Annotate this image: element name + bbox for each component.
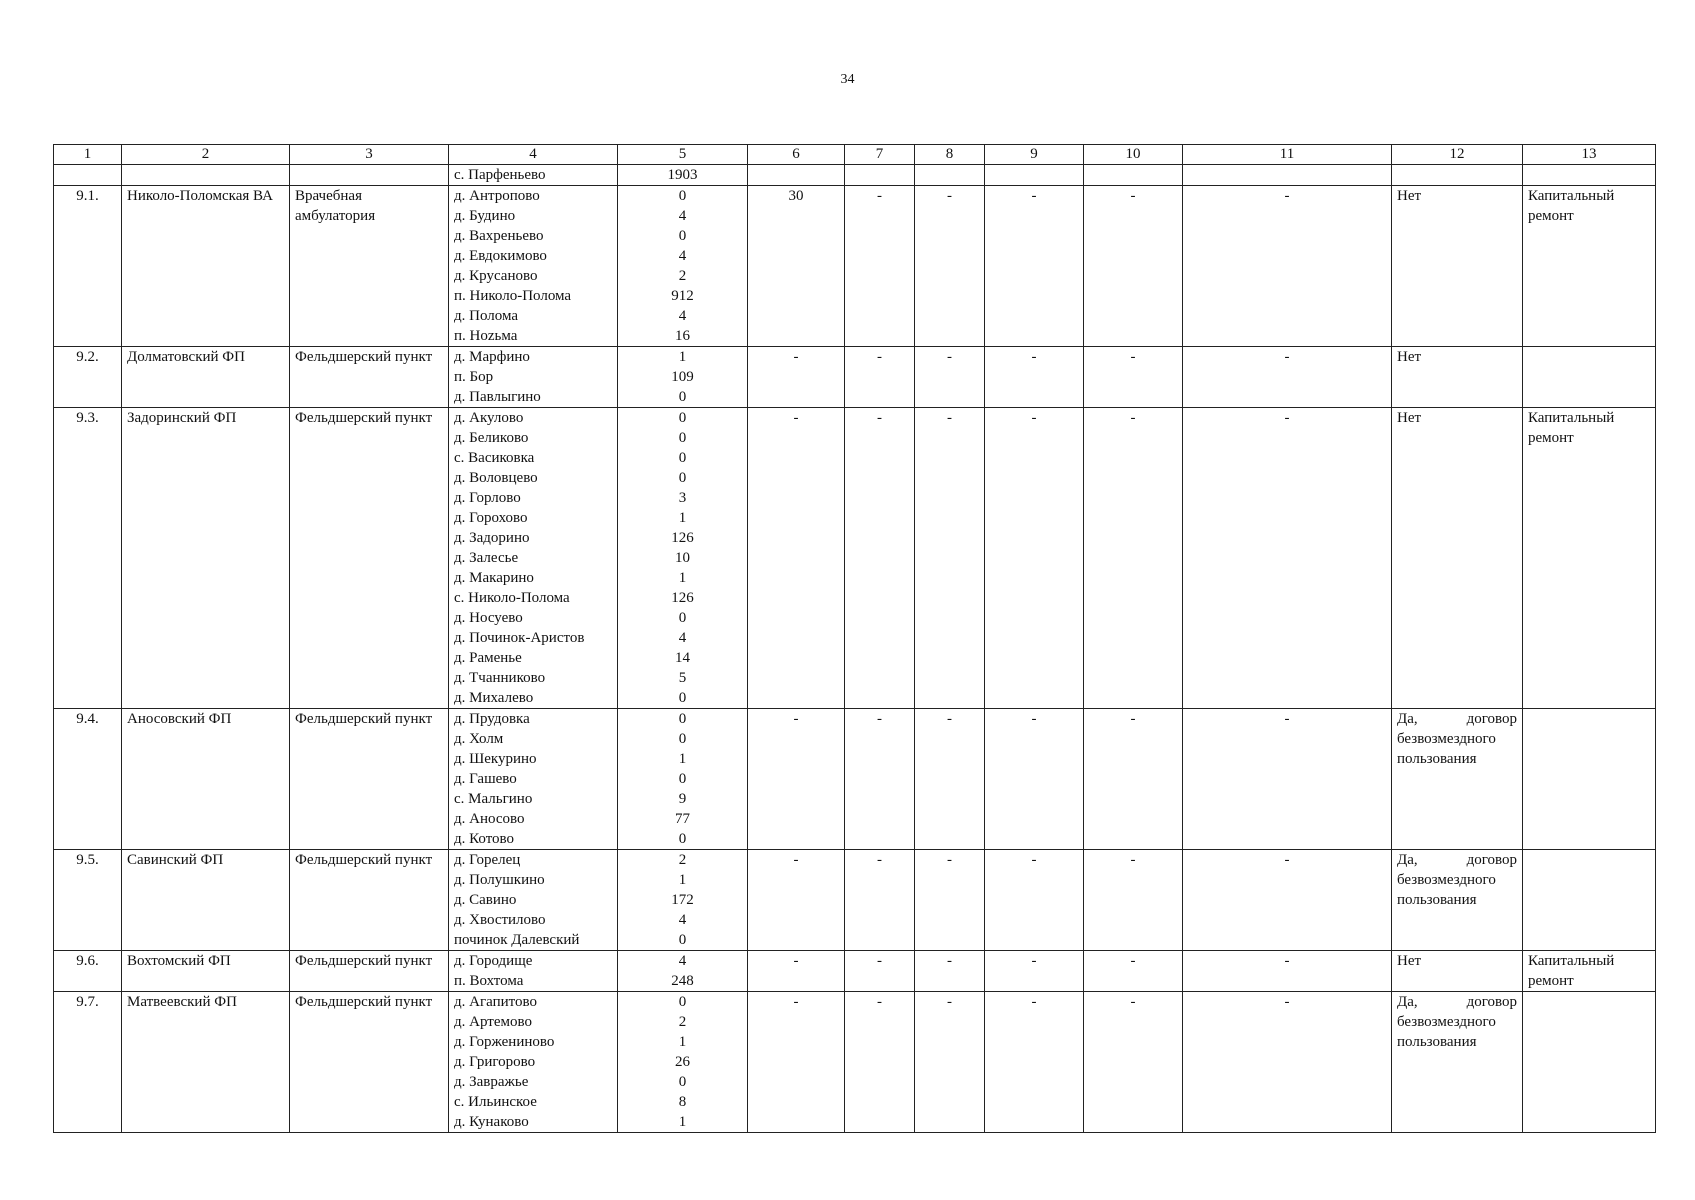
column-11-value: - — [1183, 408, 1392, 709]
table-row — [54, 347, 1656, 408]
facility-name: Аносовский ФП — [122, 709, 290, 850]
population-value: 4 — [678, 953, 687, 969]
population-value: 0 — [678, 228, 687, 244]
settlement-name: д. Котово — [454, 831, 515, 847]
facility-type: Фельдшерский пункт — [290, 347, 449, 408]
population-value: 16 — [675, 328, 690, 344]
population-value: 0 — [678, 771, 687, 787]
settlement-name: д. Шекурино — [454, 751, 537, 767]
facility-type: Фельдшерский пункт — [290, 992, 449, 1133]
page-number: 34 — [840, 72, 855, 87]
ownership-status: Нет — [1392, 408, 1523, 709]
settlement-name: д. Горохово — [454, 510, 528, 526]
population-list — [618, 408, 748, 709]
population-cell — [618, 165, 748, 186]
population-value: 4 — [678, 208, 687, 224]
column-6-value: - — [748, 709, 845, 850]
population-value: 4 — [678, 248, 687, 264]
settlement-name: д. Холм — [454, 731, 504, 747]
settlement-cell — [449, 165, 618, 186]
settlement-name: п. Ноzьма — [454, 328, 518, 344]
column-8-value: - — [915, 951, 985, 992]
population-value: 172 — [671, 892, 694, 908]
facility-name: Николо-Поломская ВА — [122, 186, 290, 347]
settlement-name: д. Залесье — [454, 550, 519, 566]
population-value: 26 — [675, 1054, 690, 1070]
settlement-name: д. Воловцево — [454, 470, 538, 486]
settlement-name: п. Николо-Полома — [454, 288, 572, 304]
column-10-value: - — [1084, 709, 1183, 850]
population-value: 8 — [678, 1094, 687, 1110]
population-value: 5 — [678, 670, 687, 686]
column-number: 10 — [1084, 145, 1183, 165]
ownership-status: Нет — [1392, 186, 1523, 347]
column-7-value: - — [845, 709, 915, 850]
population-value: 912 — [671, 288, 694, 304]
facility-code: 9.3. — [54, 408, 122, 709]
column-number: 9 — [985, 145, 1084, 165]
population-list — [618, 850, 748, 951]
facility-name: Савинский ФП — [122, 850, 290, 951]
column-6-value: - — [748, 992, 845, 1133]
population-value: 1 — [678, 751, 687, 767]
column-11-value: - — [1183, 186, 1392, 347]
column-8-value: - — [915, 186, 985, 347]
column-9-value: - — [985, 850, 1084, 951]
population-value: 4 — [678, 912, 687, 928]
population-value: 0 — [678, 470, 687, 486]
column-number: 13 — [1523, 145, 1656, 165]
column-number: 1 — [54, 145, 122, 165]
settlement-name: д. Горелец — [454, 852, 521, 868]
facility-type: Фельдшерский пункт — [290, 408, 449, 709]
settlement-name: д. Евдокимово — [454, 248, 547, 264]
ownership-status: Нет — [1392, 347, 1523, 408]
ownership-status: Да, договор безвозмездного пользования — [1392, 709, 1523, 850]
repair-need: Капитальный ремонт — [1523, 951, 1656, 992]
population-value: 1 — [678, 872, 687, 888]
settlement-name: д. Михалево — [454, 690, 534, 706]
population-value: 1 — [678, 510, 687, 526]
column-9-value: - — [985, 186, 1084, 347]
settlement-list — [449, 186, 618, 347]
population-list — [618, 186, 748, 347]
settlement-name: д. Григорово — [454, 1054, 536, 1070]
column-11-value: - — [1183, 951, 1392, 992]
column-8-value: - — [915, 347, 985, 408]
population-value: 0 — [678, 1074, 687, 1090]
ownership-status: Да, договор безвозмездного пользования — [1392, 992, 1523, 1133]
population-value: 0 — [678, 610, 687, 626]
repair-need — [1523, 347, 1656, 408]
column-number-row — [54, 145, 1656, 165]
population-value: 1 — [678, 570, 687, 586]
population-value: 2 — [678, 1014, 687, 1030]
column-8-value: - — [915, 850, 985, 951]
ownership-status: Да, договор безвозмездного пользования — [1392, 850, 1523, 951]
facility-type: Врачебная амбулатория — [290, 186, 449, 347]
settlement-name: д. Будино — [454, 208, 516, 224]
column-10-value: - — [1084, 951, 1183, 992]
settlement-name: д. Беликово — [454, 430, 529, 446]
facility-type: Фельдшерский пункт — [290, 951, 449, 992]
population-value: 14 — [675, 650, 690, 666]
column-number: 8 — [915, 145, 985, 165]
settlement-name: д. Полушкино — [454, 872, 545, 888]
settlement-name: д. Савино — [454, 892, 517, 908]
population-value: 0 — [678, 731, 687, 747]
column-11-value: - — [1183, 347, 1392, 408]
settlement-name: д. Антропово — [454, 188, 540, 204]
population-value: 0 — [678, 831, 687, 847]
settlement-name: с. Васиковка — [454, 450, 535, 466]
settlement-list — [449, 850, 618, 951]
population-value: 126 — [671, 530, 694, 546]
settlement-list — [449, 992, 618, 1133]
facility-code: 9.2. — [54, 347, 122, 408]
facility-code: 9.5. — [54, 850, 122, 951]
column-7-value: - — [845, 850, 915, 951]
population-value: 2 — [678, 852, 687, 868]
repair-need — [1523, 992, 1656, 1133]
repair-need: Капитальный ремонт — [1523, 186, 1656, 347]
settlement-name: д. Акулово — [454, 410, 524, 426]
settlement-name: с. Николо-Полома — [454, 590, 570, 606]
column-number: 2 — [122, 145, 290, 165]
column-11-value: - — [1183, 992, 1392, 1133]
population-value: 0 — [678, 430, 687, 446]
settlement-name: д. Макарино — [454, 570, 534, 586]
column-8-value: - — [915, 992, 985, 1133]
column-number: 11 — [1183, 145, 1392, 165]
settlement-name: д. Прудовка — [454, 711, 530, 727]
facility-name: Вохтомский ФП — [122, 951, 290, 992]
table-row — [54, 408, 1656, 709]
population-value: 126 — [671, 590, 694, 606]
population-value: 109 — [671, 369, 694, 385]
repair-need — [1523, 709, 1656, 850]
settlement-name: д. Полома — [454, 308, 519, 324]
population-list — [618, 951, 748, 992]
settlement-name: д. Горжениново — [454, 1034, 555, 1050]
column-6-value: - — [748, 408, 845, 709]
column-8-value: - — [915, 709, 985, 850]
facility-name: Долматовский ФП — [122, 347, 290, 408]
population-value: 0 — [678, 450, 687, 466]
column-number: 6 — [748, 145, 845, 165]
column-9-value: - — [985, 709, 1084, 850]
column-9-value: - — [985, 347, 1084, 408]
column-10-value: - — [1084, 850, 1183, 951]
settlement-name: д. Павлыгино — [454, 389, 541, 405]
column-10-value: - — [1084, 992, 1183, 1133]
settlement-name: д. Городище — [454, 953, 533, 969]
column-11-value: - — [1183, 709, 1392, 850]
settlement-name: д. Аносово — [454, 811, 525, 827]
column-number: 4 — [449, 145, 618, 165]
column-number: 7 — [845, 145, 915, 165]
ownership-status: Нет — [1392, 951, 1523, 992]
facility-code: 9.6. — [54, 951, 122, 992]
population-value: 10 — [675, 550, 690, 566]
settlement-list — [449, 408, 618, 709]
population-value: 0 — [678, 711, 687, 727]
settlement-name: д. Артемово — [454, 1014, 532, 1030]
population-value: 0 — [678, 389, 687, 405]
column-7-value: - — [845, 347, 915, 408]
settlement-name: п. Вохтома — [454, 973, 524, 989]
column-9-value: - — [985, 992, 1084, 1133]
settlement-list — [449, 709, 618, 850]
settlement-name: д. Гашево — [454, 771, 517, 787]
table-row — [54, 850, 1656, 951]
population-value: 1903 — [667, 167, 698, 183]
column-number: 5 — [618, 145, 748, 165]
population-value: 4 — [678, 308, 687, 324]
population-value: 1 — [678, 1114, 687, 1130]
column-6-value: - — [748, 850, 845, 951]
column-10-value: - — [1084, 408, 1183, 709]
population-value: 77 — [675, 811, 690, 827]
column-number: 3 — [290, 145, 449, 165]
population-value: 0 — [678, 932, 687, 948]
settlement-name: с. Парфеньево — [454, 167, 546, 183]
settlement-name: д. Тчанниково — [454, 670, 546, 686]
population-value: 1 — [678, 349, 687, 365]
column-10-value: - — [1084, 347, 1183, 408]
population-list — [618, 709, 748, 850]
table-row — [54, 951, 1656, 992]
column-9-value: - — [985, 408, 1084, 709]
population-value: 0 — [678, 188, 687, 204]
population-value: 3 — [678, 490, 687, 506]
settlement-name: д. Крусаново — [454, 268, 538, 284]
settlement-name: д. Агапитово — [454, 994, 537, 1010]
column-7-value: - — [845, 408, 915, 709]
column-10-value: - — [1084, 186, 1183, 347]
settlement-list — [449, 347, 618, 408]
repair-need: Капитальный ремонт — [1523, 408, 1656, 709]
column-7-value: - — [845, 951, 915, 992]
population-value: 4 — [678, 630, 687, 646]
column-9-value: - — [985, 951, 1084, 992]
settlement-name: д. Марфино — [454, 349, 530, 365]
settlement-name: починок Далевский — [454, 932, 580, 948]
population-value: 0 — [678, 690, 687, 706]
settlement-name: д. Носуево — [454, 610, 523, 626]
population-value: 0 — [678, 994, 687, 1010]
population-list — [618, 992, 748, 1133]
table-row — [54, 186, 1656, 347]
table-row — [54, 165, 1656, 186]
column-7-value: - — [845, 992, 915, 1133]
facility-name: Задоринский ФП — [122, 408, 290, 709]
population-value: 9 — [678, 791, 687, 807]
settlement-name: д. Вахреньево — [454, 228, 544, 244]
settlement-name: п. Бор — [454, 369, 494, 385]
settlement-name: д. Раменье — [454, 650, 522, 666]
facility-code: 9.7. — [54, 992, 122, 1133]
population-value: 248 — [671, 973, 694, 989]
population-value: 0 — [678, 410, 687, 426]
repair-need — [1523, 850, 1656, 951]
settlement-name: с. Ильинское — [454, 1094, 537, 1110]
settlement-name: д. Задорино — [454, 530, 530, 546]
population-list — [618, 347, 748, 408]
column-6-value: - — [748, 951, 845, 992]
settlement-name: с. Мальгино — [454, 791, 533, 807]
table-row — [54, 992, 1656, 1133]
settlement-name: д. Горлово — [454, 490, 521, 506]
column-11-value: - — [1183, 850, 1392, 951]
column-6-value: 30 — [748, 186, 845, 347]
column-number: 12 — [1392, 145, 1523, 165]
settlement-list — [449, 951, 618, 992]
settlement-name: д. Завражье — [454, 1074, 529, 1090]
settlement-name: д. Кунаково — [454, 1114, 529, 1130]
column-7-value: - — [845, 186, 915, 347]
column-6-value: - — [748, 347, 845, 408]
facility-name: Матвеевский ФП — [122, 992, 290, 1133]
facility-code: 9.1. — [54, 186, 122, 347]
settlement-name: д. Починок-Аристов — [454, 630, 585, 646]
table-row — [54, 709, 1656, 850]
column-8-value: - — [915, 408, 985, 709]
facility-code: 9.4. — [54, 709, 122, 850]
settlement-name: д. Хвостилово — [454, 912, 546, 928]
population-value: 1 — [678, 1034, 687, 1050]
facility-type: Фельдшерский пункт — [290, 850, 449, 951]
facilities-table — [53, 144, 1656, 1133]
facility-type: Фельдшерский пункт — [290, 709, 449, 850]
population-value: 2 — [678, 268, 687, 284]
